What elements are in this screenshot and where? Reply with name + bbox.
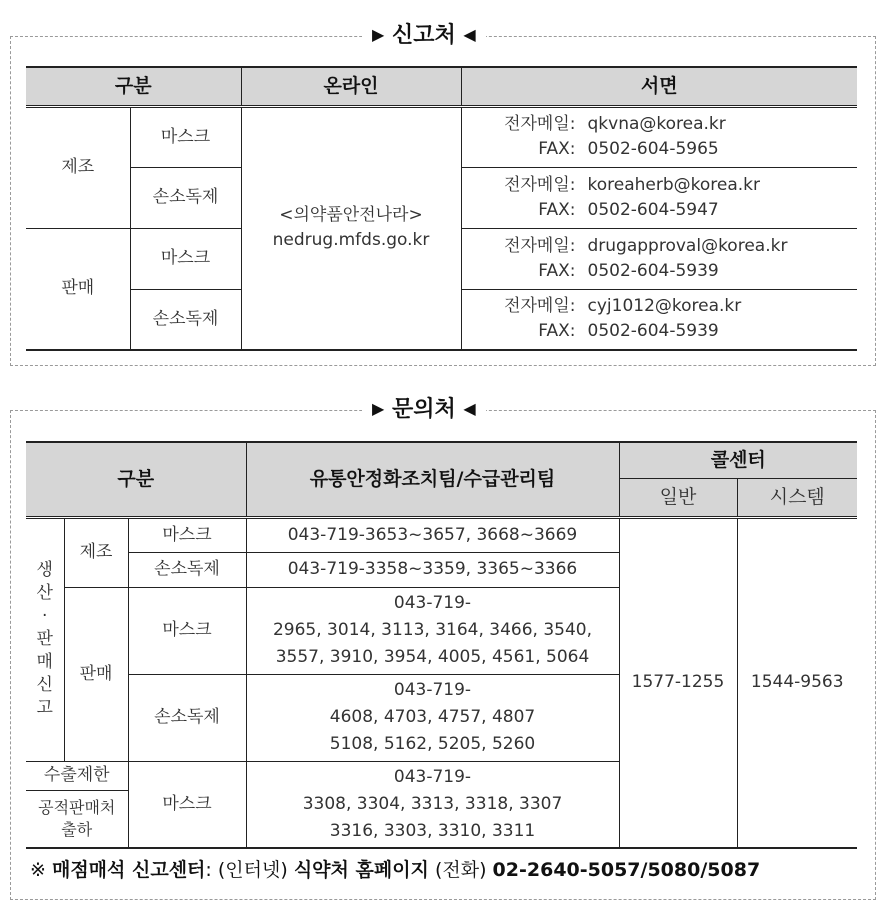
group-sales: 판매 bbox=[64, 587, 128, 761]
group-manufacture: 제조 bbox=[26, 106, 130, 228]
label-public-sales-shipment: 공적판매처 출하 bbox=[26, 790, 128, 848]
item-mask: 마스크 bbox=[128, 761, 246, 848]
footer-note: ※ 매점매석 신고센터: (인터넷) 식약처 홈페이지 (전화) 02-2640-5057/5080/5087 bbox=[30, 859, 761, 881]
item-mask: 마스크 bbox=[130, 106, 241, 167]
header-callcenter: 콜센터 bbox=[619, 442, 857, 478]
group-manufacture: 제조 bbox=[64, 517, 128, 587]
item-sanitizer: 손소독제 bbox=[128, 552, 246, 587]
left-triangle-icon: ◀ bbox=[463, 399, 476, 418]
header-category: 구분 bbox=[26, 67, 241, 106]
callcenter-general-number: 1577-1255 bbox=[619, 517, 737, 848]
item-mask: 마스크 bbox=[128, 587, 246, 674]
right-triangle-icon: ▶ bbox=[372, 25, 385, 44]
callcenter-system-number: 1544-9563 bbox=[737, 517, 857, 848]
phone-sales-sanitizer: 043-719- 4608, 4703, 4757, 4807 5108, 5162, 5205, 5260 bbox=[246, 674, 619, 761]
label-export-restriction: 수출제한 bbox=[26, 761, 128, 790]
header-system: 시스템 bbox=[737, 478, 857, 517]
inquiry-table bbox=[26, 441, 857, 849]
contact-fax: 0502-604-5939 bbox=[587, 321, 719, 342]
online-site-name: <의약품안전나라> bbox=[279, 205, 423, 226]
item-sanitizer: 손소독제 bbox=[130, 167, 241, 228]
right-triangle-icon: ▶ bbox=[372, 399, 385, 418]
header-category: 구분 bbox=[26, 442, 246, 517]
footer-center: 매점매석 신고센터 bbox=[51, 859, 206, 881]
footer-phone: 02-2640-5057/5080/5087 bbox=[492, 859, 761, 881]
contact-cell: 전자메일: cyj1012@korea.kr FAX: 0502-604-5939 bbox=[461, 289, 857, 350]
inquiry-section-title: ▶ 문의처 ◀ bbox=[362, 394, 486, 425]
header-written: 서면 bbox=[461, 67, 857, 106]
phone-manufacture-mask: 043-719-3653~3657, 3668~3669 bbox=[246, 517, 619, 552]
online-site-url: nedrug.mfds.go.kr bbox=[272, 230, 430, 251]
contact-fax: 0502-604-5939 bbox=[587, 260, 719, 281]
contact-fax: 0502-604-5965 bbox=[587, 139, 719, 159]
contact-email: qkvna@korea.kr bbox=[587, 114, 726, 134]
contact-email: drugapproval@korea.kr bbox=[587, 235, 788, 256]
phone-sales-mask: 043-719- 2965, 3014, 3113, 3164, 3466, 3540, 3557, 3910, 3954, 4005, 4561, 5064 bbox=[246, 587, 619, 674]
vertical-label-production-sales: 생 산 · 판 매 신 고 bbox=[26, 517, 64, 761]
online-cell bbox=[241, 106, 461, 350]
report-table bbox=[26, 66, 857, 351]
contact-cell: 전자메일: drugapproval@korea.kr FAX: 0502-604-5939 bbox=[461, 228, 857, 289]
footer-homepage: 식약처 홈페이지 bbox=[293, 859, 429, 881]
contact-fax: 0502-604-5947 bbox=[587, 199, 719, 220]
item-sanitizer: 손소독제 bbox=[128, 674, 246, 761]
group-sales: 판매 bbox=[26, 228, 130, 350]
header-online: 온라인 bbox=[241, 67, 461, 106]
left-triangle-icon: ◀ bbox=[463, 25, 476, 44]
header-general: 일반 bbox=[619, 478, 737, 517]
item-sanitizer: 손소독제 bbox=[130, 289, 241, 350]
report-section-title: ▶ 신고처 ◀ bbox=[362, 20, 486, 51]
item-mask: 마스크 bbox=[128, 517, 246, 552]
contact-email: cyj1012@korea.kr bbox=[587, 296, 742, 317]
contact-cell: 전자메일: koreaherb@korea.kr FAX: 0502-604-5947 bbox=[461, 167, 857, 228]
header-team: 유통안정화조치팀/수급관리팀 bbox=[246, 442, 619, 517]
phone-manufacture-sanitizer: 043-719-3358~3359, 3365~3366 bbox=[246, 552, 619, 587]
item-mask: 마스크 bbox=[130, 228, 241, 289]
contact-cell: 전자메일: qkvna@korea.kr FAX: 0502-604-5965 bbox=[461, 106, 857, 167]
contact-email: koreaherb@korea.kr bbox=[587, 174, 761, 195]
phone-export-mask: 043-719- 3308, 3304, 3313, 3318, 3307 3316, 3303, 3310, 3311 bbox=[246, 761, 619, 848]
